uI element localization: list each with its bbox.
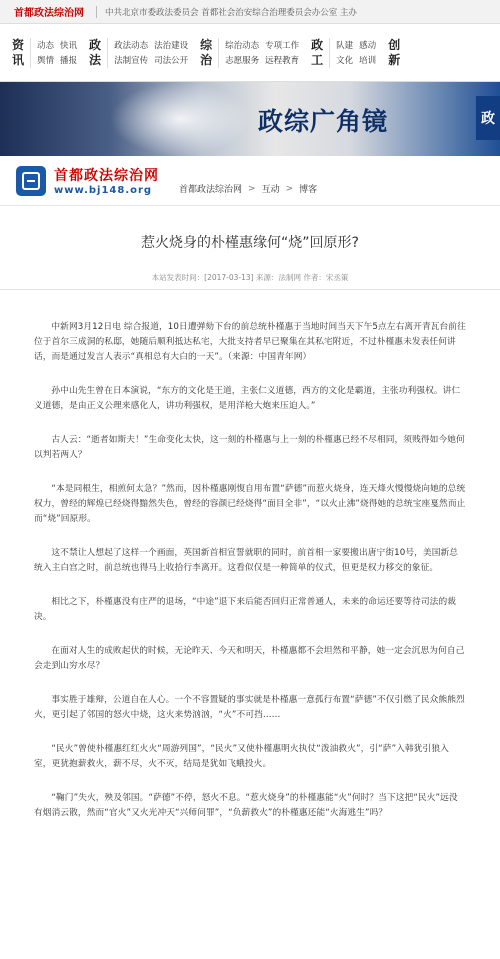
breadcrumb-interact[interactable]: 互动 — [261, 185, 280, 195]
article-paragraph: 事实胜于雄辩，公道自在人心。一个不容置疑的事实就是朴槿惠一意孤行布置“萨德”不仅引燃了民众熊熊烈火，更引起了邻国的怒火中烧，这火来势汹汹，“火”不可挡…… — [34, 695, 465, 720]
nav-head-governance: 综 治 — [200, 38, 219, 68]
main-nav — [0, 24, 500, 82]
divider — [0, 289, 500, 290]
article-paragraph: 孙中山先生曾在日本演说，“东方的文化是王道，主张仁义道德，西方的文化是霸道，主张功利强权。讲仁义道德，是由正义公理来感化人，讲功利强权，是用洋枪大炮来压迫人。” — [34, 386, 461, 411]
nav-group-news — [12, 38, 77, 68]
nav-link-zongzhi-dongtai[interactable]: 综治动态 — [225, 41, 260, 51]
banner — [0, 82, 500, 156]
article-paragraph: 古人云：“逝者如斯夫！”生命变化太快，这一刻的朴槿惠与上一刻的朴槿惠已经不尽相同，须贱得如今她何以判若两人？ — [34, 435, 465, 460]
nav-group-innovation — [388, 38, 412, 68]
bj148-logo-icon[interactable] — [16, 166, 46, 196]
nav-group-work — [311, 38, 376, 68]
article — [0, 232, 500, 821]
nav-link-dongtai[interactable]: 动态 — [37, 41, 55, 51]
nav-link-wenhua[interactable]: 文化 — [336, 56, 354, 66]
article-paragraph: 中新网3月12日电 综合报道，10日遭弹劾下台的前总统朴槿惠于当地时间当天下午5点左右离开青瓦台前往位于首尔三成洞的私邸，她随后顺利抵达私宅，大批支持者早已聚集在其私宅附近，不过朴槿惠未发表任何讲话，而是通过发言人表示“真相总有大白的一天”。（来源：中国青年网） — [34, 322, 466, 362]
article-paragraph: 相比之下，朴槿惠没有庄严的退场，“中途”退下来后能否回归正常普通人，未来的命运还要等待司法的裁决。 — [34, 597, 457, 622]
article-paragraph: 在面对人生的成败起伏的时候，无论昨天、今天和明天，朴槿惠都不会坦然和平静，她一定会沉思为何自己会走到山穷水尽？ — [34, 646, 465, 671]
breadcrumb-home[interactable]: 首都政法综治网 — [179, 185, 243, 195]
top-bar — [0, 0, 500, 24]
nav-link-sifa-gongkai[interactable]: 司法公开 — [154, 56, 189, 66]
nav-head-news: 资 讯 — [12, 38, 31, 68]
nav-group-law — [89, 38, 188, 68]
article-paragraph: “鞠门”失火，殃及邻国。“萨德”不停，怒火不息。“惹火烧身”的朴槿惠能“火”何时？当下这把“民火”远没有烟消云散，然而“官火”又火光冲天“兴师问罪”，“负薪救火”的朴槿惠还能“火海逃生”吗？ — [34, 793, 458, 818]
site-name[interactable]: 首都政法综治网 — [14, 8, 84, 19]
nav-link-duijian[interactable]: 队建 — [336, 41, 354, 51]
article-body — [34, 320, 466, 821]
article-meta: 本站发表时间：[2017-03-13] 来源：法制网 作者：宋丞策 — [151, 273, 349, 282]
logo-url: www.bj148.org — [54, 185, 153, 196]
nav-link-yuqing[interactable]: 舆情 — [37, 56, 55, 66]
host-text: 中共北京市委政法委员会 首都社会治安综合治理委员会办公室 主办 — [105, 7, 357, 18]
banner-strip: 政 — [476, 96, 500, 140]
nav-group-governance — [200, 38, 299, 68]
breadcrumb — [179, 182, 317, 195]
divider — [96, 6, 97, 18]
banner-glow — [110, 82, 250, 156]
banner-title: 政综广角镜 — [258, 107, 389, 136]
article-paragraph: “民火”曾使朴槿惠红红火火“周游列国”，“民火”又使朴槿惠明火执仗“泼油救火”，引“萨”入韩犹引狼入室，更犹抱薪救火，薪不尽，火不灭，结局是犹如飞蛾投火。 — [34, 744, 449, 769]
nav-link-bobao[interactable]: 播报 — [60, 56, 78, 66]
nav-link-peixun[interactable]: 培训 — [359, 56, 377, 66]
nav-head-law: 政 法 — [89, 38, 108, 68]
nav-head-innovation[interactable]: 创 新 — [388, 37, 401, 67]
chevron-right-icon: > — [248, 183, 256, 194]
nav-link-zhuanxiang[interactable]: 专项工作 — [265, 41, 300, 51]
nav-link-fazhi-xuanchuan[interactable]: 法制宣传 — [114, 56, 149, 66]
nav-link-yuancheng[interactable]: 远程教育 — [265, 56, 300, 66]
article-paragraph: 这不禁让人想起了这样一个画面，英国新首相宣誓就职的同时，前首相一家要搬出唐宁街10号，美国新总统入主白宫之时，前总统也得马上收拾行李离开。这看似仅是一种简单的仪式，但更是权力移交的象征。 — [34, 548, 459, 573]
article-title: 惹火烧身的朴槿惠缘何“烧”回原形? — [141, 235, 359, 251]
breadcrumb-blog[interactable]: 博客 — [299, 185, 318, 195]
nav-link-fazhi-jianshe[interactable]: 法治建设 — [154, 41, 189, 51]
site-logo[interactable] — [54, 165, 159, 196]
nav-link-kuaixun[interactable]: 快讯 — [60, 41, 78, 51]
nav-head-work: 政 工 — [311, 38, 330, 68]
article-paragraph: “本是同根生，相煎何太急？”然而，因朴槿惠刚愎自用布置“萨德”而惹火烧身，连天烽火慢慢烧向她的总统权力，曾经的辉煌已经烧得黯然失色，曾经的容颜已经烧得“面目全非”，“以火止沸”烧得她的总统宝座戛然而止而“烧”回原形。 — [34, 484, 466, 524]
logo-title: 首都政法综治网 — [54, 168, 159, 184]
chevron-right-icon: > — [285, 183, 294, 194]
nav-link-zhiyuan[interactable]: 志愿服务 — [225, 56, 260, 66]
nav-link-gandong[interactable]: 感动 — [359, 41, 377, 51]
logo-row — [0, 156, 500, 206]
nav-link-zhengfa-dongtai[interactable]: 政法动态 — [114, 41, 149, 51]
